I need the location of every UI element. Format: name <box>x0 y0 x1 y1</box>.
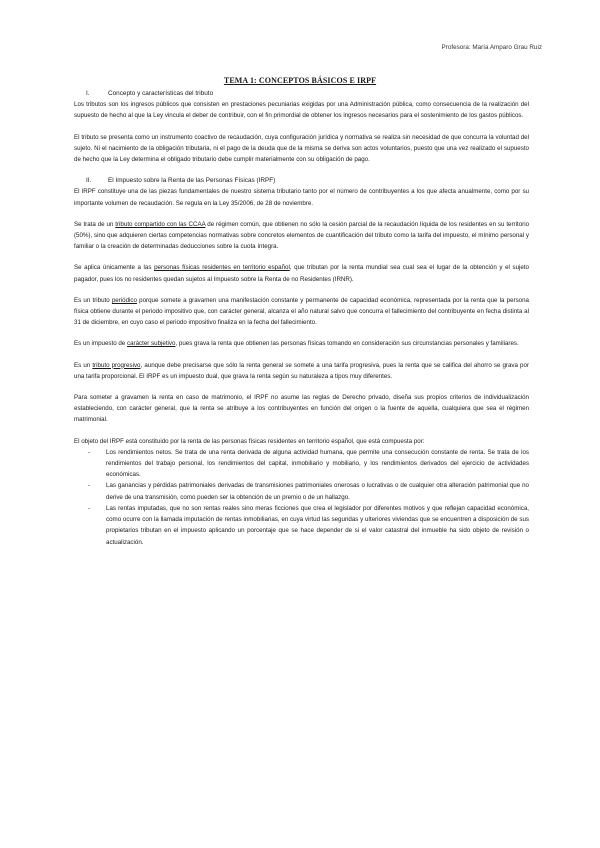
text-run: Es un impuesto de <box>74 340 127 348</box>
text-run: , que tributan por la renta mundial sea cual sea el lugar de la obtención y el sujeto pagador, pues los no residentes quedan sujetos al Impuesto sobre la Renta de no Residentes (IRNR). <box>74 264 529 283</box>
section-2-number: II. <box>86 177 92 185</box>
document-body <box>74 88 529 548</box>
text-run: Se aplica únicamente a las <box>74 264 155 272</box>
text-run: Es un <box>74 361 93 369</box>
text-run: , pues grava la renta que obtienen las personas físicas tomando en consideración sus circunstancias personales y familiares. <box>175 340 519 348</box>
section-2-title: El Impuesto sobre la Renta de las Personas Físicas (IRPF) <box>108 177 276 185</box>
underlined-term: periódico <box>111 296 137 304</box>
section-2-paragraph-2 <box>74 219 529 253</box>
section-2-paragraph-6 <box>74 360 529 382</box>
document-title: TEMA 1: CONCEPTOS BÁSICOS E IRPF <box>223 76 377 85</box>
section-2-paragraph-7: Para someter a gravamen la renta en caso de matrimonio, el IRPF no asume las reglas de Derecho privado, diseña sus propios criterios de individualización estableciendo, con carácter general, que la renta se atribuye a los contribuyentes en función del origen o la fuente de aquella, cualquiera que sea el régimen matrimonial. <box>74 394 529 424</box>
list-dash: - <box>88 482 91 490</box>
list-item-text: Las ganancias y pérdidas patrimoniales derivadas de transmisiones patrimoniales onerosas o lucrativas o de cualquier otra alteración patrimonial que no derive de una transmisión, como pueden ser la obtención de un premio o de un hallazgo. <box>106 482 529 501</box>
text-run: Es un tributo <box>74 296 112 304</box>
underlined-term: tributo progresivo <box>92 361 141 369</box>
underlined-term: personas físicas residentes en territorio español <box>154 264 290 272</box>
section-2-heading <box>74 175 529 186</box>
author-header: Profesora: María Amparo Grau Ruiz <box>441 44 542 51</box>
text-run: Se trata de un <box>74 220 116 228</box>
list-item <box>74 503 529 548</box>
list-item <box>74 447 529 481</box>
list-item <box>74 480 529 502</box>
income-components-list <box>74 447 529 548</box>
section-2-paragraph-4 <box>74 295 529 329</box>
section-1-heading <box>74 88 529 99</box>
section-2-paragraph-1: El IRPF constituye una de las piezas fundamentales de nuestro sistema tributario tanto por el número de contribuyentes a los que afecta anualmente, como por su importante volumen de recaudación. Se regula en la Ley 35/2006, de 28 de noviembre. <box>74 188 529 207</box>
section-2-paragraph-3 <box>74 262 529 284</box>
text-run: de régimen común, que obtienen no sólo la cesión parcial de la recaudación líquida de los residentes en su territorio (50%), sino que adquieren ciertas competencias normativas sobre concretos elementos de cuantificación del tributo como la tarifa del impuesto, el mínimo personal y familiar o la creación de determinadas deducciones sobre la cuota íntegra. <box>74 220 530 251</box>
underlined-term: carácter subjetivo <box>126 340 176 348</box>
section-2-paragraph-8: El objeto del IRPF está constituido por la renta de las personas físicas residentes en territorio español, que está compuesta por: <box>74 437 425 445</box>
underlined-term: tributo compartido con las CCAA <box>115 220 206 228</box>
list-item-text: Los rendimientos netos. Se trata de una renta derivada de alguna actividad humana, que permite una consecución constante de renta. Se trata de los rendimientos del trabajo personal, los rendimientos del capital, inmobiliario y mobiliario, y los rendimientos derivados del ejercicio de actividades económicas. <box>106 448 529 479</box>
list-dash: - <box>88 504 91 512</box>
section-1-title: Concepto y características del tributo <box>108 90 214 97</box>
section-2-paragraph-5 <box>74 338 529 349</box>
text-run: porque somete a gravamen una manifestación constante y permanente de capacidad económica, representada por la renta que la persona física obtiene durante el periodo impositivo que, con carácter general, alcanza el año natural salvo que concurra el fallecimiento del contribuyente en fecha distinta al 31 de diciembre, en cuyo caso el periodo impositivo finaliza en la fecha del fallecimiento. <box>74 296 529 327</box>
section-1-paragraph-1: Los tributos son los ingresos públicos que consisten en prestaciones pecuniarias exigidas por una Administración pública, como consecuencia de la realización del supuesto de hecho al que la Ley vincula el deber de contribuir, con el fin primordial de obtener los ingresos necesarios para el sostenimiento de los gastos públicos. <box>74 101 529 120</box>
text-run: , aunque debe precisarse que sólo la renta general se somete a una tarifa progresiva, pues la renta que se califica del ahorro se grava por una tarifa proporcional. El IRPF es un impuesto dual, que grava la renta según su naturaleza a tipos muy diferentes. <box>74 361 530 380</box>
section-1-paragraph-2: El tributo se presenta como un instrumento coactivo de recaudación, cuya configuración jurídica y normativa se realiza sin necesidad de que concurra la voluntad del sujeto. Ni el nacimiento de la obligación tributaria, ni el pago de la deuda que de la misma se deriva son actos voluntarios, puesto que una vez realizado el supuesto de hecho que la Ley determina el obligado tributario debe cumplir materialmente con su obligación de pago. <box>74 133 529 164</box>
list-item-text: Las rentas imputadas, que no son rentas reales sino meras ficciones que crea el legislador por diferentes motivos y que reflejan capacidad económica, como ocurre con la llamada imputación de rentas inmobiliarias, en cuya virtud las segundas y ulteriores viviendas que se encuentren a disposición de sus propietarios tributan en el impuesto aplicando un porcentaje que se hace depender de si el valor catastral del inmueble ha sido objeto de revisión o actualización. <box>106 504 529 546</box>
section-1-number: I. <box>86 90 90 97</box>
list-dash: - <box>88 448 91 456</box>
